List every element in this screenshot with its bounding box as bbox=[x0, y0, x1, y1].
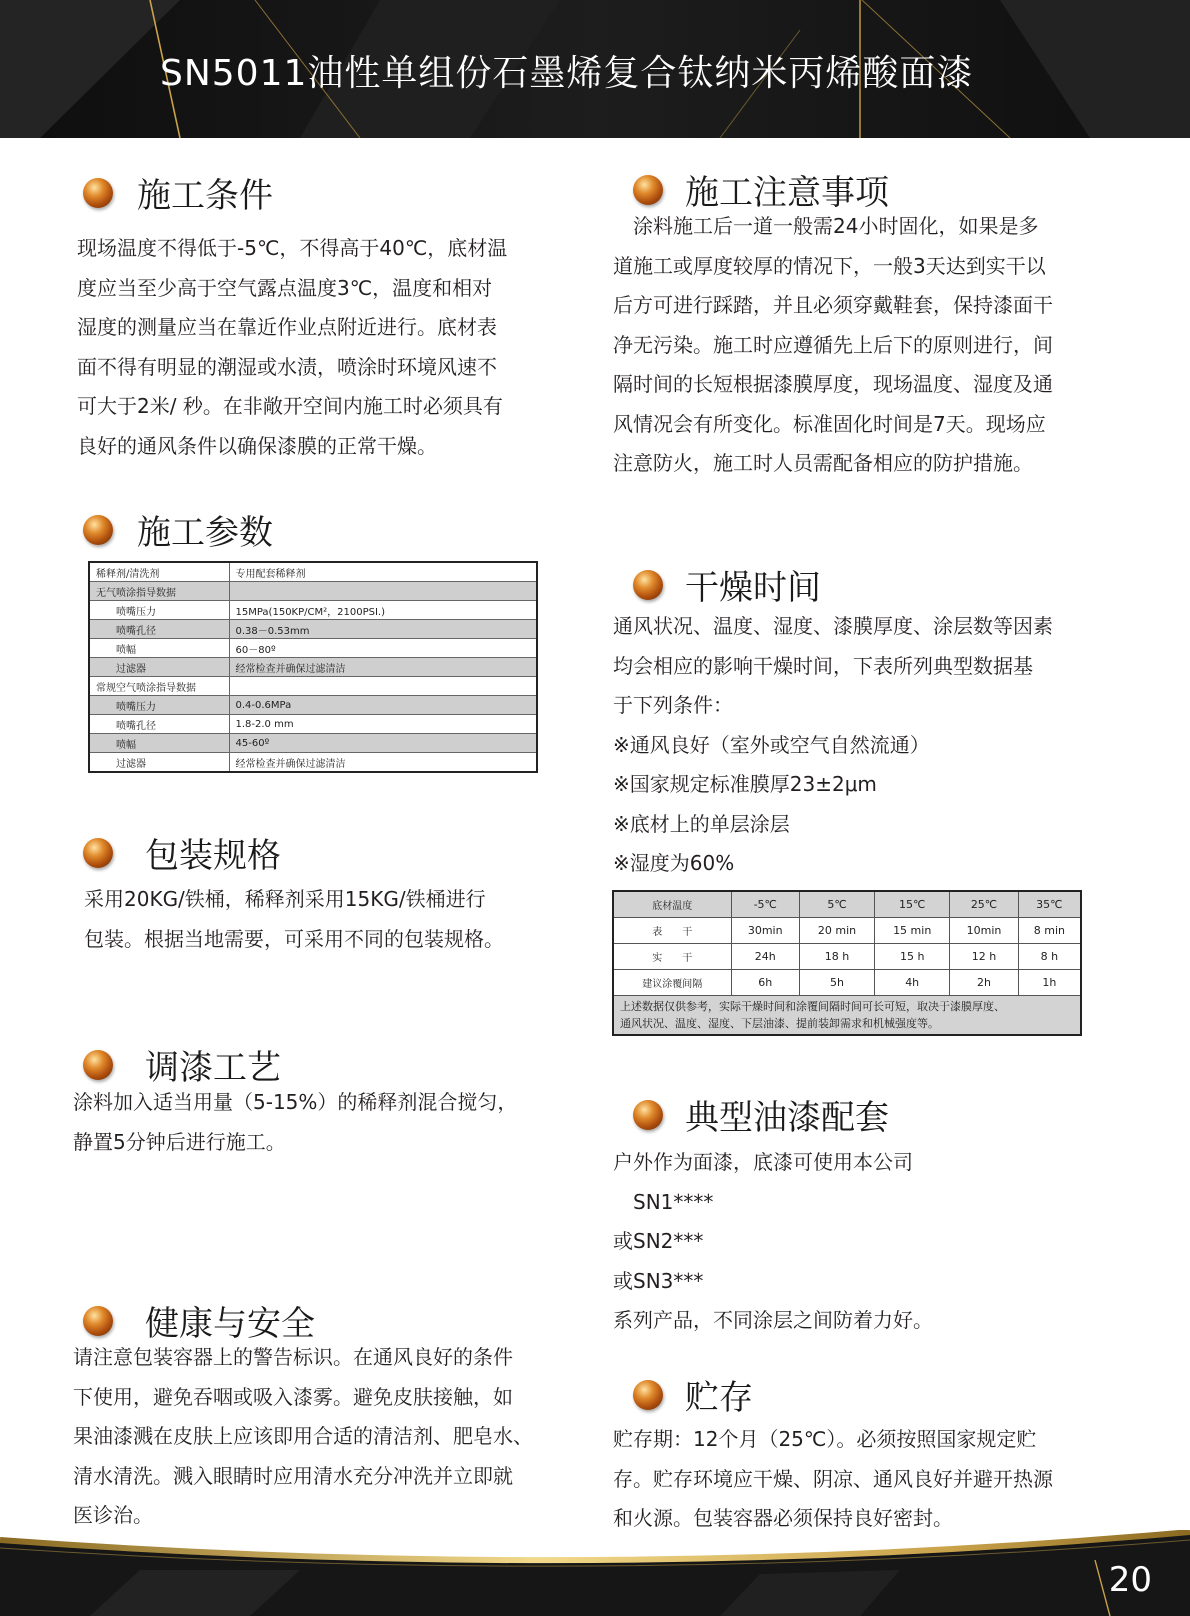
table-row: 表 干 30min 20 min 15 min 10min 8 min bbox=[613, 918, 1081, 944]
table-row bbox=[89, 582, 537, 601]
param-label: 喷嘴压力 bbox=[89, 696, 229, 715]
table-row bbox=[89, 658, 537, 677]
bronze-sphere-icon bbox=[633, 1100, 663, 1130]
param-value: 1.8-2.0 mm bbox=[229, 715, 537, 734]
param-value: 60－80º bbox=[229, 639, 537, 658]
page-header bbox=[0, 0, 1190, 138]
param-value: 45-60º bbox=[229, 734, 537, 753]
bronze-sphere-icon bbox=[83, 178, 113, 208]
table-row bbox=[89, 753, 537, 773]
param-label: 喷幅 bbox=[89, 734, 229, 753]
param-value bbox=[229, 677, 537, 696]
page-number: 20 bbox=[1108, 1560, 1152, 1600]
table-row bbox=[89, 696, 537, 715]
param-value: 15MPa(150KP/CM²，2100PSI.) bbox=[229, 601, 537, 620]
table-row bbox=[89, 562, 537, 582]
param-label: 无气喷涂指导数据 bbox=[89, 582, 229, 601]
mixing-text: 涂料加入适当用量（5-15%）的稀释剂混合搅匀， 静置5分钟后进行施工。 bbox=[73, 1090, 518, 1154]
health-safety-text: 请注意包装容器上的警告标识。在通风良好的条件 下使用，避免吞咽或吸入漆雾。避免皮肤接触，如 果油漆溅在皮肤上应该即用合适的清洁剂、肥皂水、 清水清洗。溅入眼睛时应用清水充分冲洗并立即就 医诊治。 bbox=[73, 1345, 533, 1527]
drying-time-table bbox=[612, 890, 1082, 1036]
param-label: 喷嘴孔径 bbox=[89, 620, 229, 639]
param-label: 稀释剂/清洗剂 bbox=[89, 562, 229, 582]
bronze-sphere-icon bbox=[83, 838, 113, 868]
param-label: 喷嘴压力 bbox=[89, 601, 229, 620]
param-value: 经常检查并确保过滤清洁 bbox=[229, 753, 537, 773]
param-label: 喷嘴孔径 bbox=[89, 715, 229, 734]
construction-conditions-text: 现场温度不得低于-5℃，不得高于40℃，底材温 度应当至少高于空气露点温度3℃，温度和相对 湿度的测量应当在靠近作业点附近进行。底材表 面不得有明显的潮湿或水渍，喷涂时环境风速不 可大于2米/ 秒。在非敞开空间内施工时必须具有 良好的通风条件以确保漆膜的正常干燥。 bbox=[77, 236, 508, 458]
table-row bbox=[89, 734, 537, 753]
page-title: SN5011油性单组份石墨烯复合钛纳米丙烯酸面漆 bbox=[160, 53, 974, 94]
table-row bbox=[89, 677, 537, 696]
page-footer bbox=[0, 1530, 1190, 1616]
section-heading-mixing: 调漆工艺 bbox=[83, 1040, 281, 1089]
param-value: 0.4-0.6MPa bbox=[229, 696, 537, 715]
bronze-sphere-icon bbox=[633, 175, 663, 205]
typical-system-text: 户外作为面漆，底漆可使用本公司 SN1**** 或SN2*** 或SN3*** 系列产品，不同涂层之间防着力好。 bbox=[613, 1150, 933, 1332]
table-row bbox=[89, 639, 537, 658]
drying-table-note-row: 上述数据仅供参考，实际干燥时间和涂覆间隔时间可长可短，取决于漆膜厚度、 通风状况、温度、湿度、下层油漆、提前装卸需求和机械强度等。 bbox=[613, 996, 1081, 1036]
bronze-sphere-icon bbox=[83, 1050, 113, 1080]
bronze-sphere-icon bbox=[633, 1380, 663, 1410]
param-value: 0.38－0.53mm bbox=[229, 620, 537, 639]
packaging-text: 采用20KG/铁桶，稀释剂采用15KG/铁桶进行 包装。根据当地需要，可采用不同的包装规格。 bbox=[84, 887, 504, 951]
section-heading-typical-system: 典型油漆配套 bbox=[633, 1090, 889, 1139]
section-heading-drying-time: 干燥时间 bbox=[633, 560, 821, 609]
bronze-sphere-icon bbox=[633, 570, 663, 600]
storage-text: 贮存期：12个月（25℃）。必须按照国家规定贮 存。贮存环境应干燥、阴凉、通风良好并避开热源 和火源。包装容器必须保持良好密封。 bbox=[613, 1427, 1053, 1530]
section-heading-construction-conditions: 施工条件 bbox=[83, 168, 273, 217]
bronze-sphere-icon bbox=[83, 1306, 113, 1336]
section-heading-storage: 贮存 bbox=[633, 1370, 753, 1419]
drying-table-header-row: 底材温度 -5℃ 5℃ 15℃ 25℃ 35℃ bbox=[613, 891, 1081, 918]
section-heading-construction-notes: 施工注意事项 bbox=[633, 165, 889, 214]
table-row: 建议涂覆间隔 6h 5h 4h 2h 1h bbox=[613, 970, 1081, 996]
param-label: 过滤器 bbox=[89, 753, 229, 773]
construction-notes-text: 涂料施工后一道一般需24小时固化，如果是多 道施工或厚度较厚的情况下，一般3天达到实干以 后方可进行踩踏，并且必须穿戴鞋套，保持漆面干 净无污染。施工时应遵循先上后下的原则进行，间 隔时间的长短根据漆膜厚度，现场温度、湿度及通 风情况会有所变化。标准固化时间是7天。现场应 注意防火，施工时人员需配备相应的防护措施。 bbox=[613, 214, 1053, 475]
table-row bbox=[89, 601, 537, 620]
table-row bbox=[89, 620, 537, 639]
table-row bbox=[89, 715, 537, 734]
param-label: 喷幅 bbox=[89, 639, 229, 658]
section-heading-packaging: 包装规格 bbox=[83, 828, 281, 877]
bronze-sphere-icon bbox=[83, 515, 113, 545]
param-label: 过滤器 bbox=[89, 658, 229, 677]
param-label: 常规空气喷涂指导数据 bbox=[89, 677, 229, 696]
section-heading-construction-params: 施工参数 bbox=[83, 505, 273, 554]
section-heading-health-safety: 健康与安全 bbox=[83, 1296, 315, 1345]
construction-params-table bbox=[88, 561, 538, 773]
table-row: 实 干 24h 18 h 15 h 12 h 8 h bbox=[613, 944, 1081, 970]
param-value: 专用配套稀释剂 bbox=[229, 562, 537, 582]
drying-time-text: 通风状况、温度、湿度、漆膜厚度、涂层数等因素 均会相应的影响干燥时间，下表所列典型数据基 于下列条件： ※通风良好（室外或空气自然流通） ※国家规定标准膜厚23±2μm ※底材上的单层涂层 ※湿度为60% bbox=[613, 614, 1053, 875]
param-value bbox=[229, 582, 537, 601]
param-value: 经常检查并确保过滤清洁 bbox=[229, 658, 537, 677]
